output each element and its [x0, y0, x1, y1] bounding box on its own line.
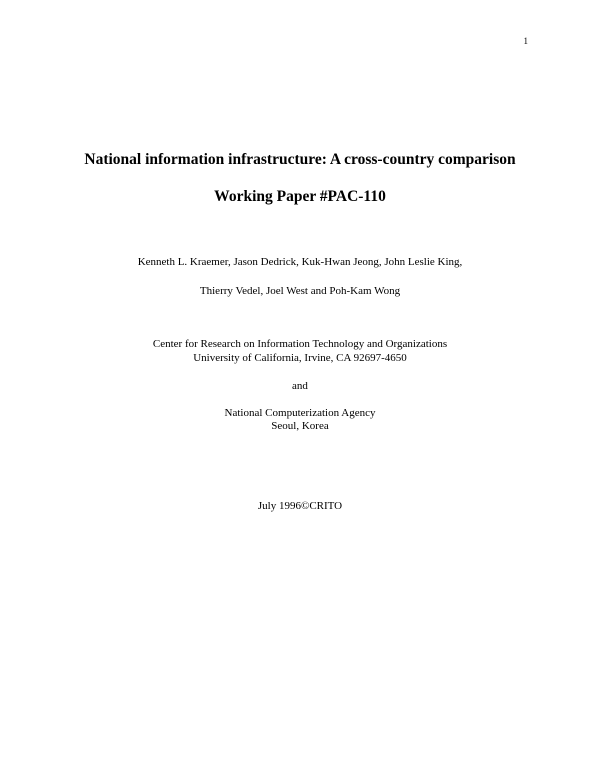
authors-line-1: Kenneth L. Kraemer, Jason Dedrick, Kuk-Hwan Jeong, John Leslie King,: [137, 256, 463, 268]
working-paper-number: Working Paper #PAC-110: [214, 188, 386, 205]
publication-date: July 1996©CRITO: [257, 500, 343, 512]
page-number: 1: [523, 36, 528, 46]
affiliation-primary-name: Center for Research on Information Technology and Organizations: [152, 338, 448, 350]
paper-title: National information infrastructure: A cross-country comparison: [84, 151, 516, 168]
affiliation-secondary-address: Seoul, Korea: [271, 420, 329, 432]
authors-line-2: Thierry Vedel, Joel West and Poh-Kam Wong: [199, 285, 401, 297]
affiliation-secondary-name: National Computerization Agency: [224, 407, 376, 419]
affiliation-primary-address: University of California, Irvine, CA 92697-4650: [193, 352, 407, 364]
affiliation-conjunction: and: [292, 380, 308, 392]
